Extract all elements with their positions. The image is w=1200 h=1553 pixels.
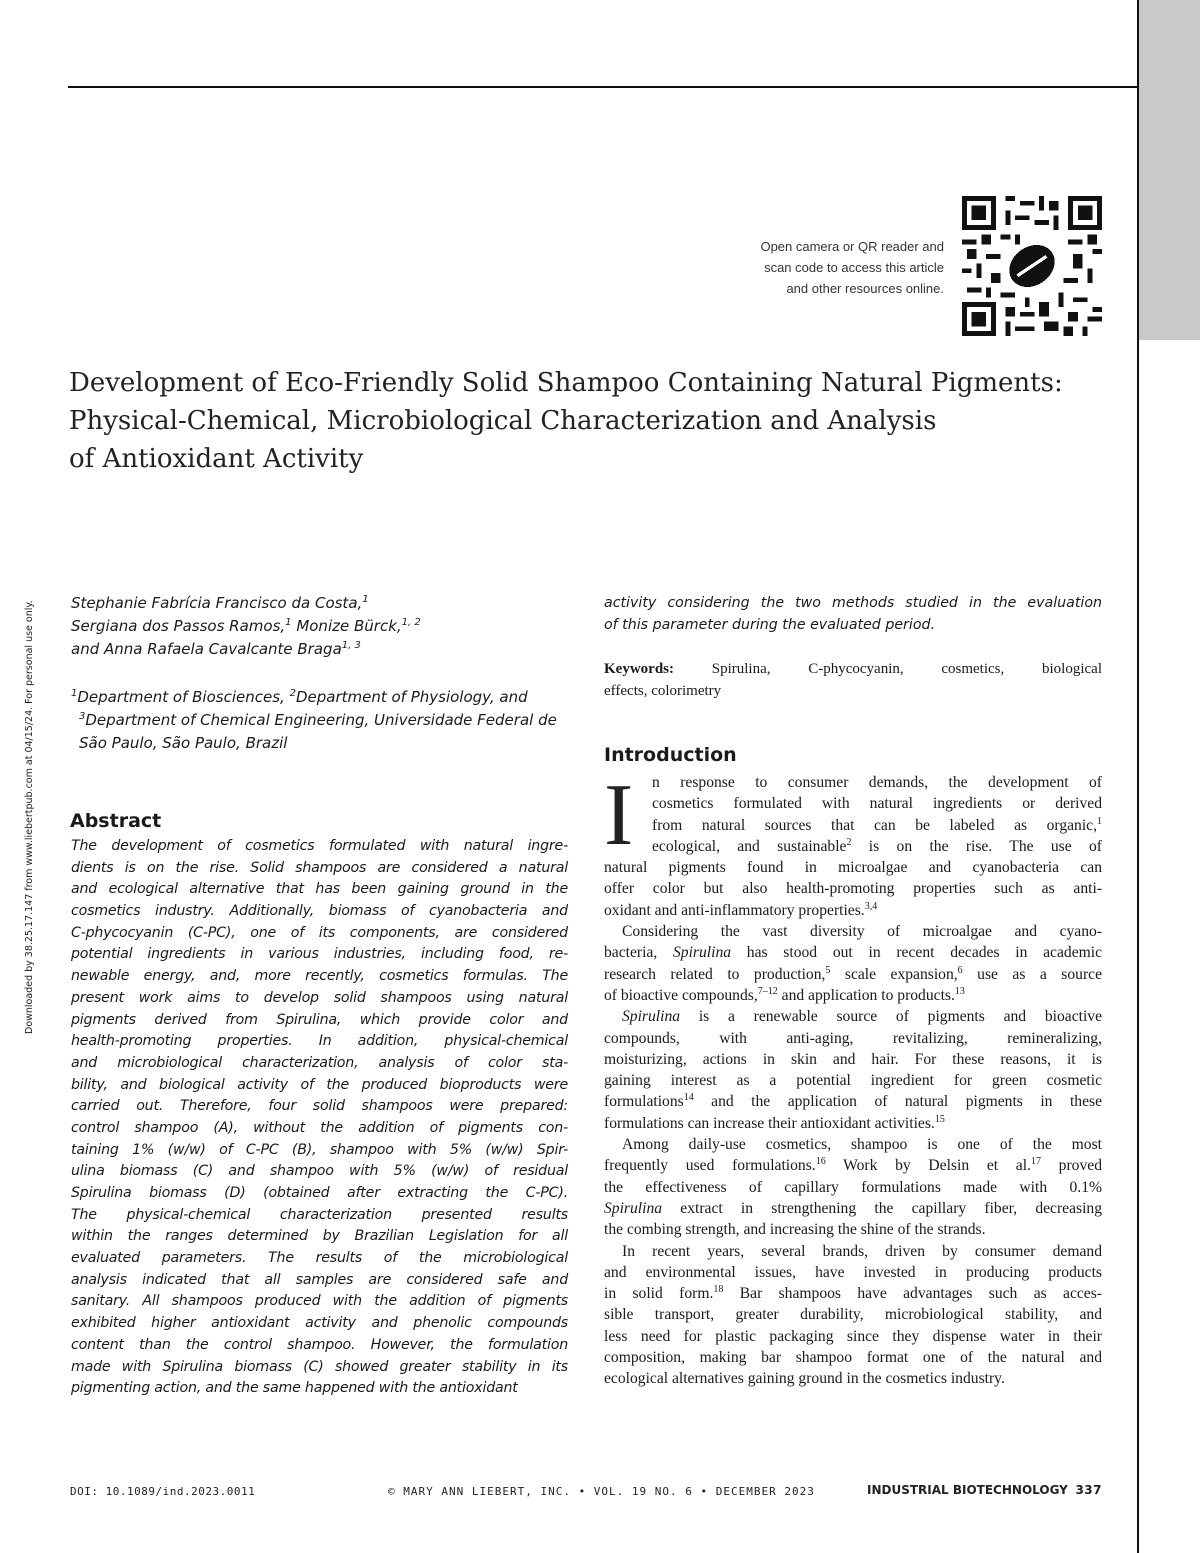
intro-line: Among daily-use cosmetics, shampoo is one of the most	[622, 1136, 1102, 1154]
abstract-line: content than the control shampoo. However, the formulation	[71, 1336, 568, 1353]
abstract-line: present work aims to develop solid shampoos using natural	[71, 989, 568, 1006]
intro-line: formulations$^{14}$ and the application of natural pigments in these	[604, 1092, 1102, 1111]
intro-line: gaining interest as a potential ingredient for green cosmetic	[604, 1072, 1102, 1090]
abstract-line: evaluated parameters. The results of the microbiological	[71, 1250, 568, 1267]
intro-line: in solid form.$^{18}$ Bar shampoos have advantages such as acces-	[604, 1283, 1102, 1303]
header-rule	[68, 86, 1138, 88]
drop-cap: I	[604, 767, 634, 864]
abstract-line: The development of cosmetics formulated with natural ingre-	[71, 838, 568, 854]
qr-note	[684, 236, 944, 299]
affiliation-line: São Paulo, São Paulo, Brazil	[79, 734, 288, 752]
intro-line: bacteria, Spirulina has stood out in recent decades in academic	[604, 944, 1103, 962]
abstract-line: activity considering the two methods studied in the evaluation	[604, 595, 1102, 611]
keywords	[604, 658, 1102, 702]
intro-line: Considering the vast diversity of microalgae and cyano-	[622, 923, 1102, 941]
intro-line: In recent years, several brands, driven by consumer demand	[622, 1242, 1102, 1260]
intro-line: n response to consumer demands, the development of	[652, 774, 1102, 791]
affiliations	[71, 686, 571, 755]
intro-line: Spirulina is a renewable source of pigments and bioactive	[622, 1008, 1102, 1026]
article-title	[69, 364, 1099, 478]
page-number: 337	[1075, 1483, 1102, 1497]
title-line: Development of Eco-Friendly Solid Shampoo Containing Natural Pigments:	[69, 368, 1063, 398]
intro-line: cosmetics formulated with natural ingredients or derived	[652, 795, 1102, 813]
abstract-line: control shampoo (A), without the addition of pigments con-	[71, 1119, 568, 1136]
affiliation-line: $^1$Department of Biosciences, $^2$Department of Physiology, and	[71, 688, 528, 706]
intro-line: ecological alternatives gaining ground in the cosmetics industry.	[604, 1370, 1005, 1388]
abstract-line: dients is on the rise. Solid shampoos are considered a natural	[71, 859, 568, 876]
abstract-text	[71, 836, 568, 1400]
download-notice: Downloaded by 38.25.17.147 from www.liebertpub.com at 04/15/24. For personal use only.	[24, 600, 35, 1034]
abstract-line: carried out. Therefore, four solid shampoos were prepared:	[71, 1098, 568, 1115]
abstract-line: pigments derived from Spirulina, which provide color and	[71, 1011, 568, 1028]
abstract-line: newable energy, and, more recently, cosmetics formulas. The	[71, 968, 568, 985]
intro-line: sible transport, greater durability, microbiological stability, and	[604, 1306, 1102, 1324]
author-list	[71, 592, 571, 661]
abstract-line: analysis indicated that all samples are considered safe and	[71, 1271, 568, 1288]
section-tab	[1139, 0, 1200, 340]
qr-note-line: Open camera or QR reader and	[760, 239, 944, 254]
abstract-line: exhibited higher antioxidant activity and phenolic compounds	[71, 1315, 568, 1332]
abstract-line: health-promoting properties. In addition, physical-chemical	[71, 1033, 568, 1050]
intro-line: of bioactive compounds,$^{7-12}$ and application to products.$^{13}$	[604, 985, 965, 1004]
introduction-heading: Introduction	[604, 744, 737, 766]
abstract-line: Spirulina biomass (D) (obtained after extracting the C-PC).	[71, 1185, 568, 1201]
abstract-line: of this parameter during the evaluated period.	[604, 617, 936, 633]
intro-line: formulations can increase their antioxidant activities.$^{15}$	[604, 1113, 945, 1132]
abstract-continued	[604, 592, 1102, 636]
intro-line: the combing strength, and increasing the shine of the strands.	[604, 1221, 986, 1239]
keywords-label: Keywords:	[604, 661, 674, 677]
intro-line: less need for plastic packaging since they dispense water in their	[604, 1327, 1102, 1345]
abstract-line: and ecological alternative that has been gaining ground in the	[71, 881, 568, 898]
intro-line: offer color but also health-promoting properties such as anti-	[604, 880, 1102, 898]
qr-code-icon[interactable]	[962, 196, 1102, 336]
author-line: Stephanie Fabrícia Francisco da Costa,$^1$	[71, 594, 369, 612]
abstract-line: The physical-chemical characterization presented results	[71, 1206, 568, 1223]
introduction-text	[604, 767, 1103, 1390]
abstract-line: bility, and biological activity of the produced bioproducts were	[71, 1076, 568, 1093]
journal-name: INDUSTRIAL BIOTECHNOLOGY	[867, 1483, 1068, 1497]
publisher-info: © MARY ANN LIEBERT, INC. • VOL. 19 NO. 6 • DECEMBER 2023	[388, 1485, 815, 1498]
abstract-line: within the ranges determined by Brazilian Legislation for all	[71, 1228, 568, 1245]
affiliation-line: $^3$Department of Chemical Engineering, Universidade Federal de	[79, 711, 557, 729]
intro-line: and environmental issues, have invested in producing products	[604, 1263, 1102, 1281]
abstract-line: sanitary. All shampoos produced with the addition of pigments	[71, 1293, 568, 1310]
qr-note-line: scan code to access this article	[764, 260, 944, 275]
intro-line: from natural sources that can be labeled as organic,$^1$	[652, 815, 1102, 834]
abstract-line: taining 1% (w/w) of C-PC (B), shampoo with 5% (w/w) Spir-	[71, 1141, 568, 1158]
qr-note-line: and other resources online.	[786, 281, 944, 296]
intro-line: frequently used formulations.$^{16}$ Work by Delsin et al.$^{17}$ proved	[604, 1156, 1102, 1175]
abstract-line: pigmenting action, and the same happened with the antioxidant	[71, 1380, 518, 1397]
abstract-line: and microbiological characterization, analysis of color sta-	[71, 1054, 568, 1071]
intro-line: natural pigments found in microalgae and cyanobacteria can	[604, 859, 1102, 877]
intro-line: the effectiveness of capillary formulations made with 0.1%	[604, 1178, 1102, 1196]
abstract-line: made with Spirulina biomass (C) showed greater stability in its	[71, 1358, 568, 1375]
abstract-line: potential ingredients in various industries, including food, re-	[71, 946, 568, 963]
intro-line: research related to production,$^5$ scale expansion,$^6$ use as a source	[604, 964, 1103, 983]
title-line: of Antioxidant Activity	[69, 444, 364, 474]
intro-line: Spirulina extract in strengthening the capillary fiber, decreasing	[604, 1199, 1102, 1217]
doi[interactable]: DOI: 10.1089/ind.2023.0011	[70, 1485, 256, 1498]
abstract-heading: Abstract	[70, 810, 162, 832]
intro-line: ecological, and sustainable$^2$ is on the rise. The use of	[652, 836, 1102, 855]
abstract-line: ulina biomass (C) and shampoo with 5% (w/w) of residual	[71, 1163, 568, 1180]
intro-line: compounds, with anti-aging, revitalizing, remineralizing,	[604, 1029, 1102, 1047]
keywords-line1: Spirulina, C-phycocyanin, cosmetics, biological	[674, 661, 1102, 677]
intro-line: oxidant and anti-inflammatory properties.$^{3,4}$	[604, 900, 878, 919]
abstract-line: cosmetics industry. Additionally, biomass of cyanobacteria and	[71, 903, 568, 920]
abstract-line: C-phycocyanin (C-PC), one of its components, are considered	[71, 924, 568, 941]
title-line: Physical-Chemical, Microbiological Characterization and Analysis	[69, 406, 937, 436]
keywords-line2: effects, colorimetry	[604, 683, 722, 699]
intro-line: composition, making bar shampoo format one of the natural and	[604, 1349, 1102, 1367]
intro-line: moisturizing, actions in skin and hair. For these reasons, it is	[604, 1050, 1102, 1068]
author-line: and Anna Rafaela Cavalcante Braga$^{1, 3}$	[71, 640, 361, 658]
author-line: Sergiana dos Passos Ramos,$^1$ Monize Bürck,$^{1, 2}$	[71, 617, 421, 635]
